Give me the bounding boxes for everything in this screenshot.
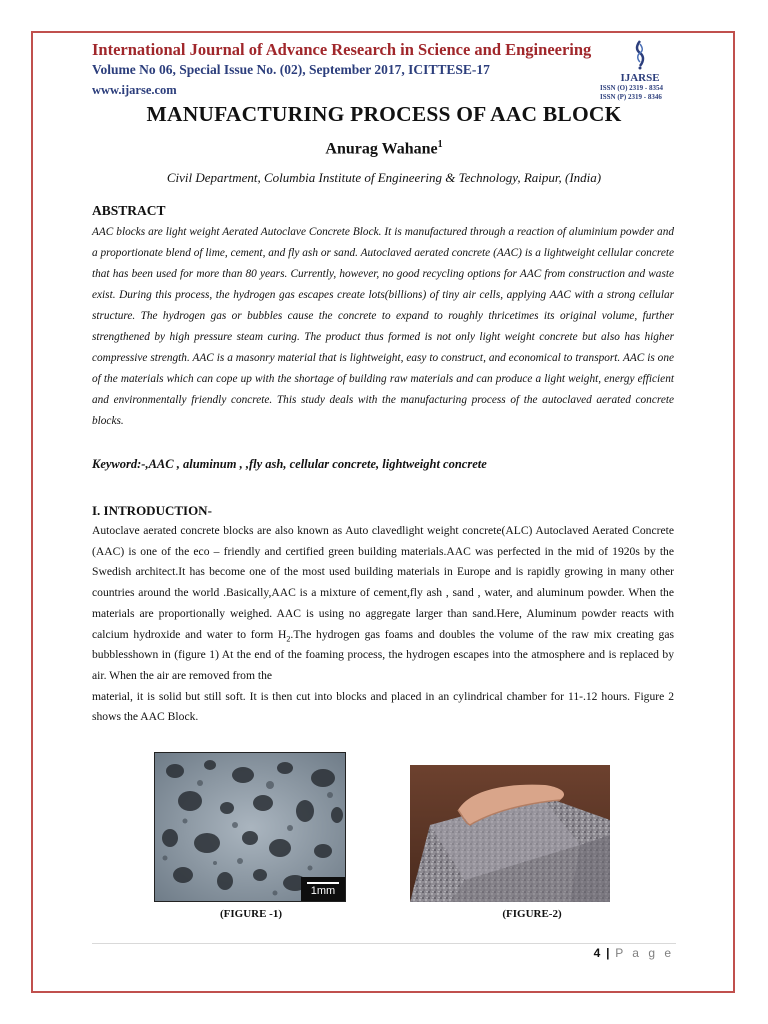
paper-author — [92, 139, 676, 158]
footer-divider — [92, 943, 676, 944]
page-number: 4 — [593, 946, 602, 960]
abstract-text: AAC blocks are light weight Aerated Autoclave Concrete Block. It is manufactured through a reaction of aluminium powder and a proportionate blend of lime, cement, and fly ash or sand. Autoclaved aerated concrete (AAC) is a lightweight cellular concrete that has been used for more than 80 years. Currently, however, no good recycling options for AAC from construction and waste exist. During this process, the hydrogen gas escapes create lots(billions) of tiny air cells, applying AAC with a strong cellular structure. The hydrogen gas or bubbles cause the concrete to expand to roughly thricetimes its original volume, further strengthened by high pressure steam curing. The product thus formed is not only light weight concrete but also has higher compressive strength. AAC is a masonry material that is lightweight, easy to construct, and economical to transport. AAC is one of the materials which can cope up with the shortage of building raw materials and can produce a light weight, energy efficient and environmentally friendly concrete. This study deals with the manufacturing process of the autoclaved aerated concrete blocks. — [92, 226, 674, 427]
journal-title: International Journal of Advance Research in Science and Engineering — [92, 40, 592, 59]
ijarse-logo-icon — [628, 40, 652, 70]
journal-logo — [600, 40, 680, 102]
journal-volume: Volume No 06, Special Issue No. (02), September 2017, ICITTESE-17 — [92, 62, 490, 77]
h2-subscript: 2 — [286, 633, 291, 643]
figure-1-image — [154, 752, 346, 902]
figure-2-image — [410, 765, 610, 902]
intro-paragraph-part-b: .The hydrogen gas foams and doubles the volume of the raw mix creating gas bubblesshown in (figure 1) At the end of the foaming process, the hydrogen escapes into the atmosphere and is replaced by air. When the air are removed from the — [92, 627, 674, 682]
intro-paragraph-part-a: Autoclave aerated concrete blocks are also known as Auto clavedlight weight concrete(ALC) Autoclaved Aerated Concrete (AAC) is one of the eco – friendly and certified green building materials.AAC was perfected in the mid of 1920s by the Swedish architect.It has become one of the most used building materials in Europe and is rapidly growing in many other countries around the world .Basically,AAC is a mixture of cement,fly ash , sand , water, and aluminum powder. When the materials are proportionally weighed. AAC is using no aggregate larger than sand.Here, Aluminum powder reacts with calcium hydroxide and water to form H — [92, 524, 674, 641]
keywords: Keyword:-,AAC , aluminum , ,fly ash, cellular concrete, lightweight concrete — [92, 457, 487, 471]
page-footer — [560, 946, 674, 960]
issn-online: ISSN (O) 2319 - 8354 — [600, 84, 664, 92]
journal-header — [92, 40, 612, 100]
author-name: Anurag Wahane — [325, 140, 438, 158]
paper-title: MANUFACTURING PROCESS OF AAC BLOCK — [146, 102, 622, 126]
page-separator: | — [606, 946, 611, 960]
aac-block-photo — [410, 765, 610, 902]
author-affiliation: Civil Department, Columbia Institute of Engineering & Technology, Raipur, (India) — [166, 170, 602, 185]
author-superscript: 1 — [437, 139, 443, 150]
issn-print: ISSN (P) 2319 - 8346 — [600, 93, 662, 101]
journal-website[interactable]: www.ijarse.com — [92, 83, 177, 97]
introduction-text — [92, 521, 674, 728]
figure-2-caption: (FIGURE-2) — [502, 908, 562, 920]
aac-cellular-structure-image — [155, 753, 346, 902]
figure-1-caption: (FIGURE -1) — [219, 908, 283, 920]
introduction-heading: I. INTRODUCTION- — [92, 503, 212, 518]
intro-paragraph-part-c: material, it is solid but still soft. It is then cut into blocks and placed in an cylindrical chamber for 11-.12 hours. Figure 2 shows the AAC Block. — [92, 689, 674, 724]
page-word: P a g e — [615, 946, 674, 960]
logo-name: IJARSE — [620, 72, 660, 84]
abstract-heading: ABSTRACT — [92, 203, 166, 218]
figure-1-scale-label: 1mm — [310, 885, 336, 897]
